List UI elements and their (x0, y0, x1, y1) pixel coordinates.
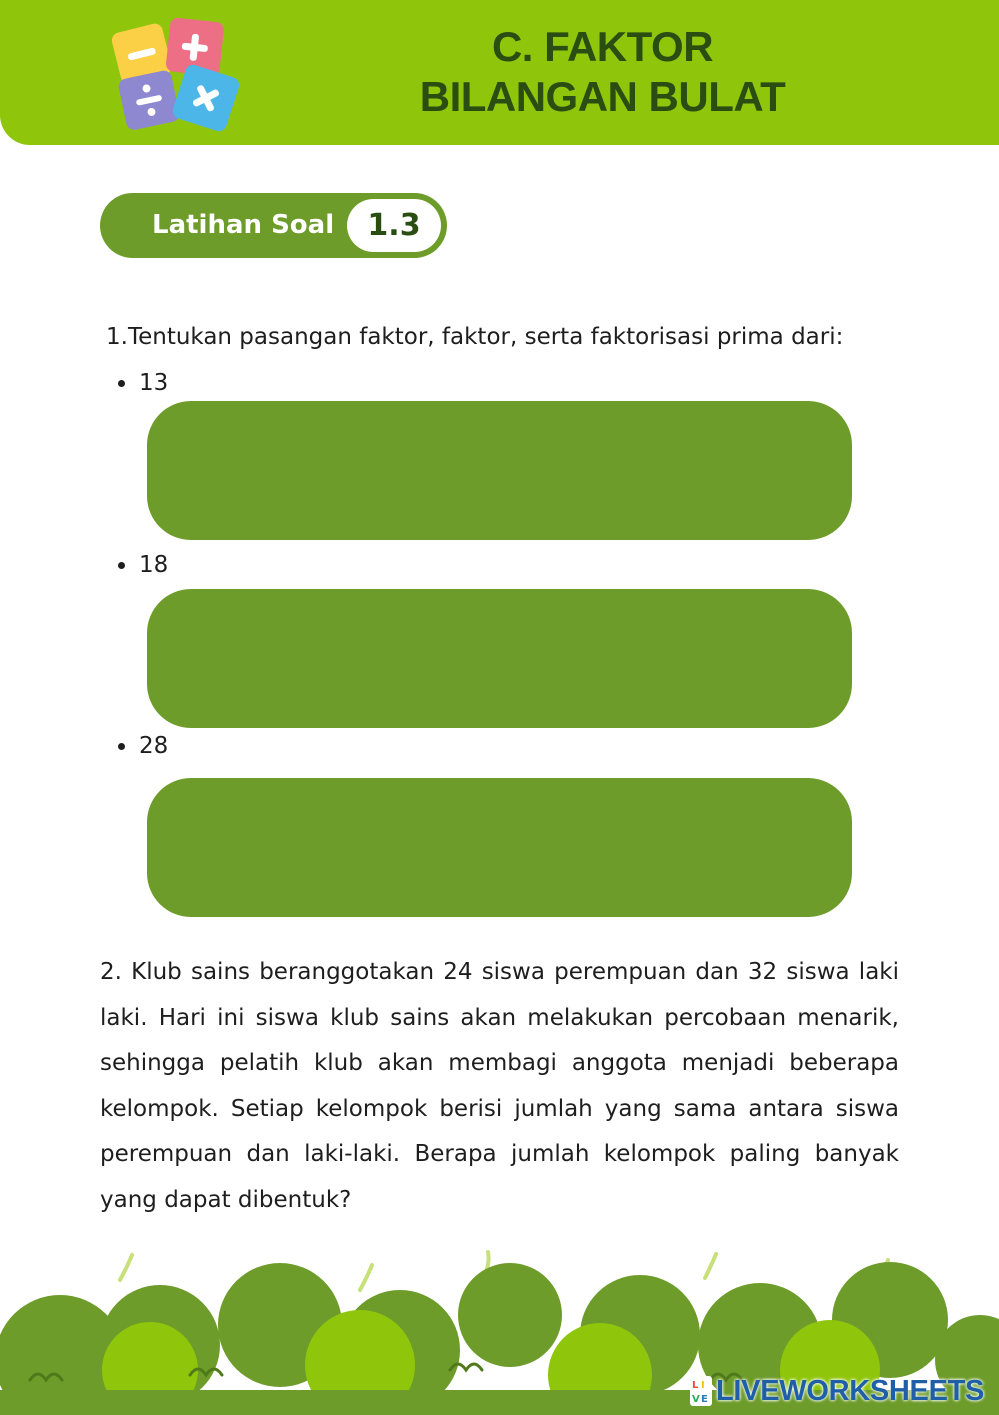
page-title (330, 22, 875, 122)
answer-box-13[interactable] (147, 401, 852, 540)
question-2-text: 2. Klub sains beranggotakan 24 siswa perempuan dan 32 siswa laki laki. Hari ini siswa klub sains akan melakukan percobaan menarik, sehingga pelatih klub akan membagi anggota menjadi beberapa kelompok. Setiap kelompok berisi jumlah yang sama antara siswa perempuan dan laki-laki. Berapa jumlah kelompok paling banyak yang dapat dibentuk? (100, 959, 899, 1213)
list-item (118, 552, 168, 578)
list-item-number: 28 (139, 733, 169, 759)
bullet-icon (118, 562, 125, 569)
svg-text:L: L (692, 1380, 699, 1391)
exercise-badge-label: Latihan Soal (152, 210, 335, 240)
question-1-text: 1.Tentukan pasangan faktor, faktor, serta faktorisasi prima dari: (106, 324, 844, 350)
watermark-text: LIVEWORKSHEETS (716, 1374, 985, 1407)
svg-text:V: V (692, 1394, 700, 1405)
svg-text:I: I (701, 1380, 705, 1391)
answer-box-28[interactable] (147, 778, 852, 917)
liveworksheets-logo-icon (690, 1376, 712, 1406)
list-item-number: 18 (139, 552, 169, 578)
bullet-icon (118, 743, 125, 750)
answer-box-18[interactable] (147, 589, 852, 728)
title-line-2: BILANGAN BULAT (419, 73, 786, 120)
list-item (118, 370, 168, 396)
svg-text:E: E (701, 1394, 708, 1405)
bullet-icon (118, 380, 125, 387)
exercise-badge (100, 193, 447, 258)
title-line-1: C. FAKTOR (491, 23, 714, 70)
list-item (118, 733, 168, 759)
liveworksheets-watermark (690, 1372, 984, 1410)
list-item-number: 13 (139, 370, 169, 396)
exercise-badge-number: 1.3 (347, 199, 441, 252)
math-operations-icon (108, 16, 244, 134)
header-banner (0, 0, 999, 145)
